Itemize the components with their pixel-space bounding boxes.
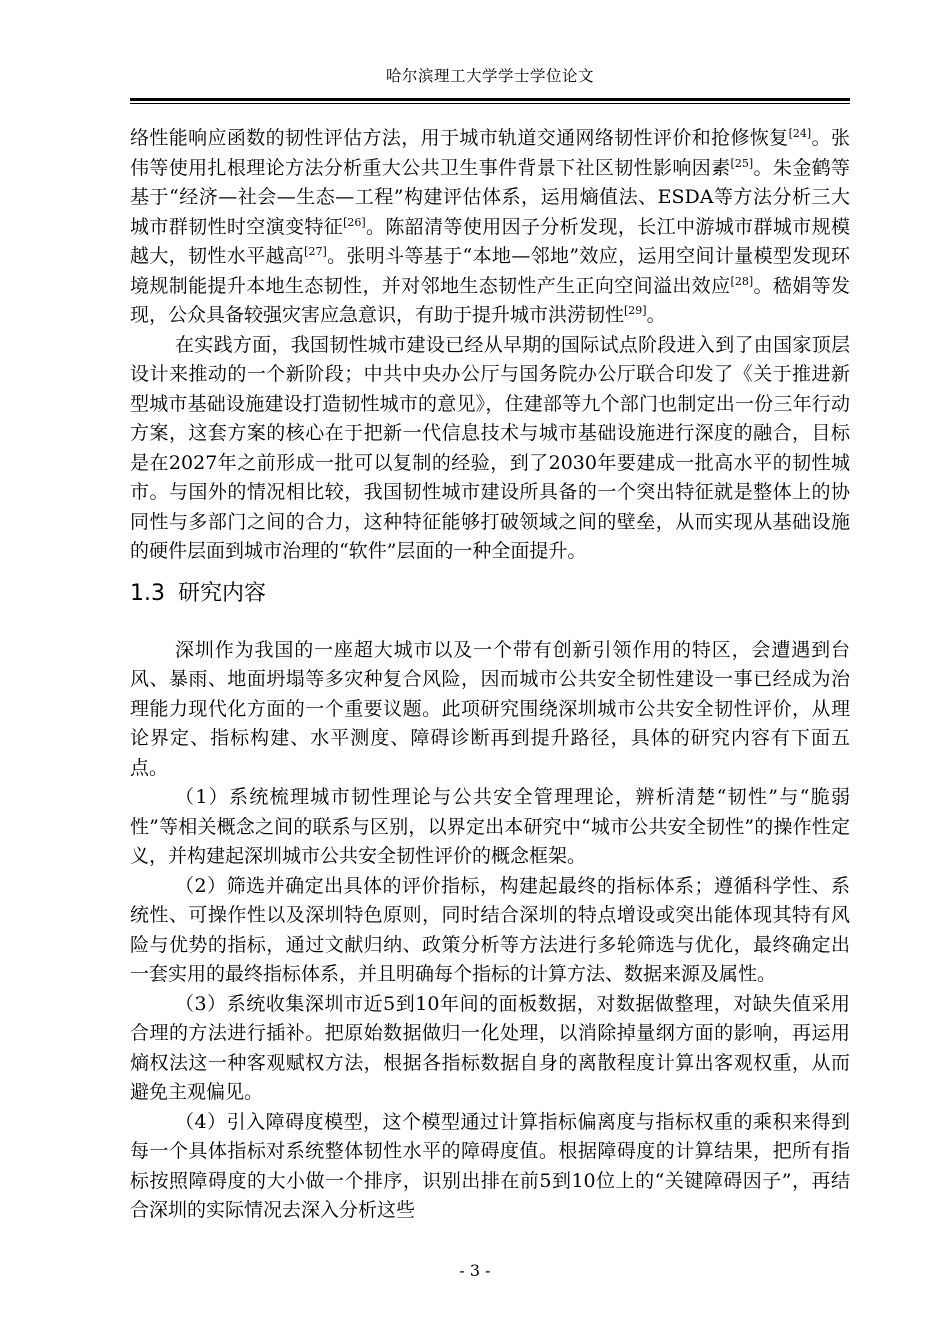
research-item-4: （4）引入障碍度模型，这个模型通过计算指标偏离度与指标权重的乘积来得到每一个具体指标对系统整体韧性水平的障碍度值。根据障碍度的计算结果，把所有指标按照障碍度的大小做一个排序，识别出排在前5到10位上的“关键障碍因子”，再结合深圳的实际情况去深入分析这些 bbox=[130, 1110, 850, 1221]
citation-ref: [25] bbox=[730, 156, 754, 170]
page-body bbox=[130, 124, 850, 1226]
text-run: 络性能响应函数的韧性评估方法，用于城市轨道交通网络韧性评价和抢修恢复 bbox=[130, 127, 789, 149]
text-run: 。张伟等使用扎根理论方法分析重大公共卫生事件背景下社区韧性影响因素 bbox=[130, 127, 850, 179]
citation-ref: [26] bbox=[343, 215, 366, 229]
practice-paragraph: 在实践方面，我国韧性城市建设已经从早期的国际试点阶段进入到了由国家顶层设计来推动的一个新阶段；中共中央办公厅与国务院办公厅联合印发了《关于推进新型城市基础设施建设打造韧性城市的意见》，住建部等九个部门也制定出一份三年行动方案，这套方案的核心在于把新一代信息技术与城市基础设施进行深度的融合，目标是在2027年之前形成一批可以复制的经验，到了2030年要建成一批高水平的韧性城市。与国外的情况相比较，我国韧性城市建设所具备的一个突出特征就是整体上的协同性与多部门之间的合力，这种特征能够打破领域之间的壁垒，从而实现从基础设施的硬件层面到城市治理的“软件”层面的一种全面提升。 bbox=[130, 333, 850, 562]
section-intro-paragraph: 深圳作为我国的一座超大城市以及一个带有创新引领作用的特区，会遭遇到台风、暴雨、地面坍塌等多灾种复合风险，因而城市公共安全韧性建设一事已经成为治理能力现代化方面的一个重要议题。此项研究围绕深圳城市公共安全韧性评价，从理论界定、指标构建、水平测度、障碍诊断再到提升路径，具体的研究内容有下面五点。 bbox=[130, 638, 850, 779]
text-run: 。 bbox=[646, 304, 666, 326]
research-item-1: （1）系统梳理城市韧性理论与公共安全管理理论，辨析清楚“韧性”与“脆弱性”等相关概念之间的联系与区别，以界定出本研究中“城市公共安全韧性”的操作性定义，并构建起深圳城市公共安全韧性评价的概念框架。 bbox=[130, 786, 850, 867]
citation-ref: [27] bbox=[304, 245, 327, 258]
page-header-title: 哈尔滨理工大学学士学位论文 bbox=[385, 67, 594, 85]
research-item-3: （3）系统收集深圳市近5到10年间的面板数据，对数据做整理，对缺失值采用合理的方法进行插补。把原始数据做归一化处理，以消除掉量纲方面的影响，再运用熵权法这一种客观赋权方法，根据各指标数据自身的离散程度计算出客观权重，从而避免主观偏见。 bbox=[130, 992, 850, 1103]
text-run: 。朱金鹤等基于“经济—社会—生态—工程”构建评估体系，运用熵值法、ESDA等方法分析三大城市群韧性时空演变特征 bbox=[130, 156, 850, 238]
section-heading bbox=[130, 574, 850, 614]
text-run: 。陈韶清等使用因子分析发现，长江中游城市群城市规模越大，韧性水平越高 bbox=[130, 215, 850, 267]
literature-review-paragraph bbox=[130, 124, 850, 331]
heading-spacer bbox=[130, 614, 850, 636]
citation-ref: [29] bbox=[624, 304, 647, 317]
text-run: 。张明斗等基于“本地—邻地”效应，运用空间计量模型发现环境规制能提升本地生态韧性，并对邻地生态韧性产生正向空间溢出效应 bbox=[130, 245, 850, 297]
section-title: 研究内容 bbox=[178, 580, 267, 606]
section-number: 1.3 bbox=[130, 580, 165, 606]
header-rule-thick bbox=[130, 98, 850, 101]
page-number: - 3 - bbox=[459, 1261, 491, 1280]
research-item-2: （2）筛选并确定出具体的评价指标，构建起最终的指标体系；遵循科学性、系统性、可操作性以及深圳特色原则，同时结合深圳的特点增设或突出能体现其特有风险与优势的指标，通过文献归纳、政策分析等方法进行多轮筛选与优化，最终确定出一套实用的最终指标体系，并且明确每个指标的计算方法、数据来源及属性。 bbox=[130, 874, 850, 985]
citation-ref: [28] bbox=[730, 274, 754, 288]
text-run: 。嵇娟等发现，公众具备较强灾害应急意识，有助于提升城市洪涝韧性 bbox=[130, 274, 850, 326]
header-rule-thin bbox=[130, 103, 850, 104]
citation-ref: [24] bbox=[788, 127, 812, 140]
